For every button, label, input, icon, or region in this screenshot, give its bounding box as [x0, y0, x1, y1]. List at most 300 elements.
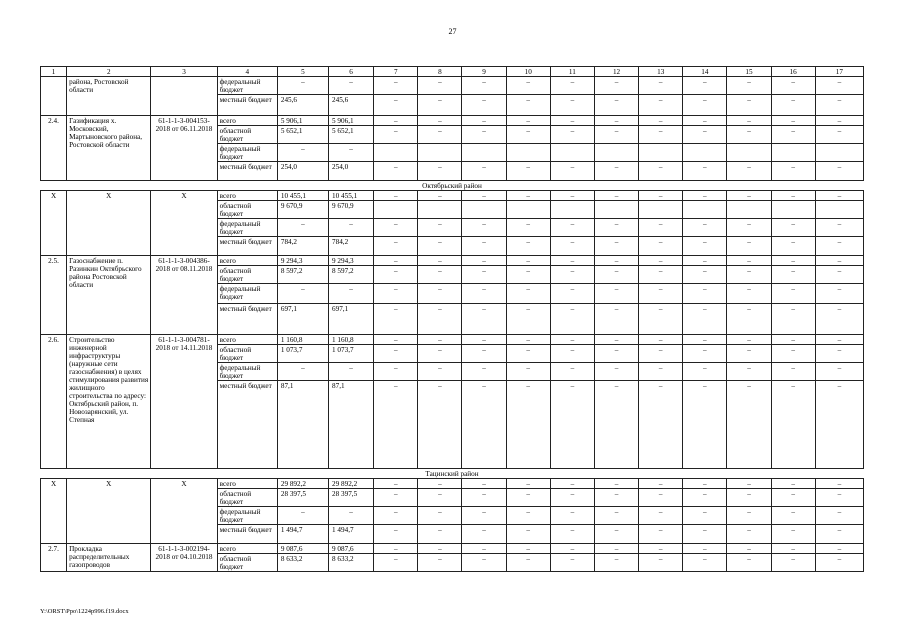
dash-cell: –: [506, 237, 550, 256]
dash-cell: –: [462, 95, 506, 116]
dash-cell: –: [374, 479, 418, 489]
dash-cell: –: [550, 479, 594, 489]
dash-cell: –: [329, 219, 374, 237]
dash-cell: –: [462, 554, 506, 572]
dash-cell: –: [418, 479, 462, 489]
dash-cell: –: [683, 363, 727, 381]
dash-cell: –: [277, 507, 328, 525]
dash-cell: –: [639, 237, 683, 256]
dash-cell: –: [594, 95, 638, 116]
dash-cell: –: [639, 507, 683, 525]
amount-cell: 10 455,1: [329, 191, 374, 201]
dash-cell: –: [374, 544, 418, 554]
amount-cell: 1 494,7: [329, 525, 374, 544]
dash-cell: –: [639, 554, 683, 572]
dash-cell: –: [418, 525, 462, 544]
column-header: 7: [374, 67, 418, 77]
dash-cell: –: [374, 237, 418, 256]
dash-cell: –: [506, 256, 550, 266]
dash-cell: –: [771, 191, 815, 201]
dash-cell: –: [639, 525, 683, 544]
object-name: Газификация х. Московский, Мартыновского района, Ростовской области: [67, 116, 151, 181]
header-row: [41, 67, 864, 77]
district-total-row: [41, 479, 864, 489]
dash-cell: –: [506, 266, 550, 284]
object-code: 61-1-1-3-004781-2018 от 14.11.2018: [151, 335, 217, 469]
dash-cell: –: [418, 77, 462, 95]
dash-cell: –: [550, 363, 594, 381]
dash-cell: –: [639, 335, 683, 345]
dash-cell: –: [418, 95, 462, 116]
object-code: 61-1-1-3-004386-2018 от 08.11.2018: [151, 256, 217, 335]
dash-cell: –: [462, 266, 506, 284]
dash-cell: –: [550, 525, 594, 544]
amount-cell: 254,0: [329, 162, 374, 181]
dash-cell: –: [683, 507, 727, 525]
dash-cell: –: [329, 284, 374, 304]
source-label: федеральный бюджет: [217, 144, 277, 162]
dash-cell: –: [506, 77, 550, 95]
dash-cell: –: [727, 507, 771, 525]
dash-cell: –: [418, 507, 462, 525]
dash-cell: –: [683, 479, 727, 489]
dash-cell: –: [418, 345, 462, 363]
budget-table: [40, 66, 864, 572]
row-number: 2.7.: [41, 544, 67, 572]
dash-cell: –: [506, 554, 550, 572]
empty-cell: [594, 201, 638, 219]
dash-cell: –: [771, 116, 815, 126]
dash-cell: –: [727, 363, 771, 381]
dash-cell: –: [815, 77, 863, 95]
dash-cell: –: [594, 381, 638, 469]
dash-cell: –: [683, 381, 727, 469]
dash-cell: –: [683, 116, 727, 126]
project-row: [41, 335, 864, 345]
dash-cell: –: [771, 489, 815, 507]
source-label: всего: [217, 335, 277, 345]
amount-cell: 5 652,1: [277, 126, 328, 144]
dash-cell: –: [374, 266, 418, 284]
dash-cell: –: [374, 77, 418, 95]
dash-cell: –: [462, 284, 506, 304]
dash-cell: –: [374, 219, 418, 237]
row-number: 2.6.: [41, 335, 67, 469]
source-label: областной бюджет: [217, 266, 277, 284]
dash-cell: –: [550, 507, 594, 525]
empty-cell: [727, 144, 771, 162]
dash-cell: –: [418, 554, 462, 572]
dash-cell: –: [374, 162, 418, 181]
amount-cell: 245,6: [329, 95, 374, 116]
dash-cell: –: [418, 191, 462, 201]
column-header: 12: [594, 67, 638, 77]
dash-cell: –: [771, 381, 815, 469]
dash-cell: –: [815, 381, 863, 469]
dash-cell: –: [462, 525, 506, 544]
source-label: всего: [217, 479, 277, 489]
dash-cell: –: [815, 335, 863, 345]
dash-cell: –: [506, 219, 550, 237]
dash-cell: –: [550, 266, 594, 284]
dash-cell: –: [374, 284, 418, 304]
dash-cell: –: [418, 381, 462, 469]
amount-cell: 29 892,2: [277, 479, 328, 489]
dash-cell: –: [771, 284, 815, 304]
dash-cell: –: [550, 489, 594, 507]
dash-cell: –: [683, 95, 727, 116]
empty-cell: [506, 201, 550, 219]
dash-cell: –: [639, 345, 683, 363]
dash-cell: –: [727, 256, 771, 266]
dash-cell: –: [506, 345, 550, 363]
object-code: 61-1-1-3-004153-2018 от 06.11.2018: [151, 116, 217, 181]
dash-cell: –: [418, 544, 462, 554]
dash-cell: –: [815, 256, 863, 266]
dash-cell: –: [418, 237, 462, 256]
dash-cell: –: [594, 507, 638, 525]
source-label: всего: [217, 191, 277, 201]
dash-cell: –: [771, 554, 815, 572]
dash-cell: –: [329, 77, 374, 95]
dash-cell: –: [683, 554, 727, 572]
amount-cell: 9 670,9: [329, 201, 374, 219]
project-row: [41, 116, 864, 126]
section-row: [41, 469, 864, 479]
column-header: 17: [815, 67, 863, 77]
empty-cell: [506, 144, 550, 162]
dash-cell: –: [683, 77, 727, 95]
empty-cell: [639, 144, 683, 162]
dash-cell: –: [374, 126, 418, 144]
dash-cell: –: [374, 116, 418, 126]
dash-cell: –: [594, 126, 638, 144]
dash-cell: –: [374, 489, 418, 507]
dash-cell: –: [374, 335, 418, 345]
column-header: 6: [329, 67, 374, 77]
dash-cell: –: [639, 363, 683, 381]
dash-cell: –: [771, 256, 815, 266]
source-label: федеральный бюджет: [217, 284, 277, 304]
dash-cell: –: [594, 116, 638, 126]
dash-cell: –: [462, 191, 506, 201]
dash-cell: –: [639, 162, 683, 181]
amount-cell: 8 633,2: [329, 554, 374, 572]
amount-cell: 254,0: [277, 162, 328, 181]
dash-cell: –: [639, 191, 683, 201]
district-total-row: [41, 191, 864, 201]
dash-cell: –: [727, 266, 771, 284]
source-label: местный бюджет: [217, 304, 277, 335]
dash-cell: –: [815, 116, 863, 126]
dash-cell: –: [639, 489, 683, 507]
dash-cell: –: [815, 126, 863, 144]
amount-cell: 9 670,9: [277, 201, 328, 219]
dash-cell: –: [506, 191, 550, 201]
column-header: 2: [67, 67, 151, 77]
dash-cell: –: [771, 162, 815, 181]
dash-cell: –: [418, 219, 462, 237]
empty-cell: [771, 144, 815, 162]
dash-cell: –: [771, 507, 815, 525]
amount-cell: 245,6: [277, 95, 328, 116]
dash-cell: –: [550, 116, 594, 126]
dash-cell: –: [550, 237, 594, 256]
amount-cell: 8 597,2: [329, 266, 374, 284]
dash-cell: –: [550, 256, 594, 266]
dash-cell: –: [374, 381, 418, 469]
source-label: местный бюджет: [217, 525, 277, 544]
dash-cell: –: [374, 95, 418, 116]
dash-cell: –: [374, 256, 418, 266]
dash-cell: –: [639, 77, 683, 95]
dash-cell: –: [727, 489, 771, 507]
dash-cell: –: [594, 219, 638, 237]
dash-cell: –: [277, 219, 328, 237]
dash-cell: –: [506, 95, 550, 116]
dash-cell: –: [506, 544, 550, 554]
dash-cell: –: [506, 489, 550, 507]
dash-cell: –: [277, 284, 328, 304]
dash-cell: –: [771, 525, 815, 544]
dash-cell: –: [815, 345, 863, 363]
row-number: [41, 77, 67, 116]
dash-cell: –: [815, 304, 863, 335]
dash-cell: –: [594, 479, 638, 489]
dash-cell: –: [639, 126, 683, 144]
empty-cell: [462, 144, 506, 162]
x-mark: X: [151, 479, 217, 544]
dash-cell: –: [771, 479, 815, 489]
column-header: 5: [277, 67, 328, 77]
source-label: областной бюджет: [217, 126, 277, 144]
dash-cell: –: [683, 266, 727, 284]
dash-cell: –: [639, 266, 683, 284]
amount-cell: 784,2: [277, 237, 328, 256]
dash-cell: –: [506, 116, 550, 126]
dash-cell: –: [329, 507, 374, 525]
dash-cell: –: [727, 335, 771, 345]
column-header: 11: [550, 67, 594, 77]
dash-cell: –: [639, 219, 683, 237]
dash-cell: –: [815, 525, 863, 544]
dash-cell: –: [815, 554, 863, 572]
dash-cell: –: [594, 489, 638, 507]
dash-cell: –: [550, 284, 594, 304]
dash-cell: –: [418, 266, 462, 284]
dash-cell: –: [418, 116, 462, 126]
amount-cell: 697,1: [329, 304, 374, 335]
x-mark: X: [151, 191, 217, 256]
dash-cell: –: [550, 126, 594, 144]
column-header: 4: [217, 67, 277, 77]
amount-cell: 9 087,6: [277, 544, 328, 554]
dash-cell: –: [594, 363, 638, 381]
empty-cell: [374, 144, 418, 162]
dash-cell: –: [727, 345, 771, 363]
dash-cell: –: [329, 363, 374, 381]
dash-cell: –: [418, 489, 462, 507]
dash-cell: –: [771, 266, 815, 284]
dash-cell: –: [462, 237, 506, 256]
dash-cell: –: [639, 116, 683, 126]
dash-cell: –: [550, 554, 594, 572]
dash-cell: –: [277, 77, 328, 95]
section-row: [41, 181, 864, 191]
dash-cell: –: [462, 381, 506, 469]
dash-cell: –: [506, 126, 550, 144]
dash-cell: –: [771, 95, 815, 116]
dash-cell: –: [727, 162, 771, 181]
dash-cell: –: [462, 507, 506, 525]
dash-cell: –: [550, 304, 594, 335]
column-header: 3: [151, 67, 217, 77]
amount-cell: 8 597,2: [277, 266, 328, 284]
dash-cell: –: [462, 126, 506, 144]
dash-cell: –: [374, 525, 418, 544]
amount-cell: 1 073,7: [329, 345, 374, 363]
amount-cell: 10 455,1: [277, 191, 328, 201]
dash-cell: –: [462, 544, 506, 554]
amount-cell: 8 633,2: [277, 554, 328, 572]
x-mark: X: [41, 191, 67, 256]
dash-cell: –: [683, 256, 727, 266]
empty-cell: [418, 144, 462, 162]
dash-cell: –: [815, 363, 863, 381]
amount-cell: 1 160,8: [277, 335, 328, 345]
dash-cell: –: [418, 335, 462, 345]
dash-cell: –: [815, 544, 863, 554]
column-header: 1: [41, 67, 67, 77]
column-header: 15: [727, 67, 771, 77]
dash-cell: –: [594, 284, 638, 304]
source-label: областной бюджет: [217, 201, 277, 219]
object-code: 61-1-1-3-002194-2018 от 04.10.2018: [151, 544, 217, 572]
dash-cell: –: [639, 95, 683, 116]
dash-cell: –: [550, 381, 594, 469]
dash-cell: –: [462, 256, 506, 266]
empty-cell: [815, 201, 863, 219]
dash-cell: –: [727, 95, 771, 116]
dash-cell: –: [815, 266, 863, 284]
dash-cell: –: [683, 345, 727, 363]
dash-cell: –: [374, 554, 418, 572]
amount-cell: 1 494,7: [277, 525, 328, 544]
dash-cell: –: [550, 345, 594, 363]
dash-cell: –: [815, 284, 863, 304]
dash-cell: –: [815, 237, 863, 256]
dash-cell: –: [771, 219, 815, 237]
project-row: [41, 544, 864, 554]
empty-cell: [462, 201, 506, 219]
dash-cell: –: [462, 219, 506, 237]
amount-cell: 5 652,1: [329, 126, 374, 144]
source-label: областной бюджет: [217, 345, 277, 363]
source-label: областной бюджет: [217, 489, 277, 507]
table-row: [41, 77, 864, 95]
dash-cell: –: [506, 284, 550, 304]
source-label: местный бюджет: [217, 95, 277, 116]
amount-cell: 9 294,3: [329, 256, 374, 266]
dash-cell: –: [683, 304, 727, 335]
dash-cell: –: [639, 256, 683, 266]
dash-cell: –: [462, 116, 506, 126]
dash-cell: –: [462, 479, 506, 489]
source-label: всего: [217, 544, 277, 554]
project-row: [41, 256, 864, 266]
dash-cell: –: [639, 284, 683, 304]
dash-cell: –: [462, 363, 506, 381]
dash-cell: –: [639, 544, 683, 554]
dash-cell: –: [639, 304, 683, 335]
empty-cell: [639, 201, 683, 219]
page-number: 27: [448, 27, 457, 36]
amount-cell: 9 294,3: [277, 256, 328, 266]
empty-cell: [683, 201, 727, 219]
dash-cell: –: [727, 126, 771, 144]
dash-cell: –: [727, 381, 771, 469]
district-heading: Тацинский район: [41, 469, 864, 479]
dash-cell: –: [506, 363, 550, 381]
empty-cell: [594, 144, 638, 162]
amount-cell: 784,2: [329, 237, 374, 256]
dash-cell: –: [683, 525, 727, 544]
dash-cell: –: [594, 304, 638, 335]
dash-cell: –: [815, 489, 863, 507]
empty-cell: [815, 144, 863, 162]
dash-cell: –: [683, 219, 727, 237]
dash-cell: –: [727, 304, 771, 335]
source-label: федеральный бюджет: [217, 77, 277, 95]
dash-cell: –: [462, 77, 506, 95]
x-mark: X: [41, 479, 67, 544]
dash-cell: –: [683, 284, 727, 304]
dash-cell: –: [727, 479, 771, 489]
dash-cell: –: [462, 162, 506, 181]
dash-cell: –: [418, 304, 462, 335]
dash-cell: –: [771, 126, 815, 144]
dash-cell: –: [727, 554, 771, 572]
dash-cell: –: [771, 363, 815, 381]
dash-cell: –: [683, 162, 727, 181]
dash-cell: –: [683, 335, 727, 345]
dash-cell: –: [462, 335, 506, 345]
dash-cell: –: [277, 363, 328, 381]
dash-cell: –: [594, 554, 638, 572]
dash-cell: –: [594, 162, 638, 181]
dash-cell: –: [550, 335, 594, 345]
amount-cell: 28 397,5: [329, 489, 374, 507]
dash-cell: –: [771, 304, 815, 335]
amount-cell: 28 397,5: [277, 489, 328, 507]
source-label: всего: [217, 256, 277, 266]
object-name: Прокладка распределительных газопроводов: [67, 544, 151, 572]
dash-cell: –: [506, 381, 550, 469]
dash-cell: –: [815, 95, 863, 116]
empty-cell: [550, 201, 594, 219]
source-label: местный бюджет: [217, 381, 277, 469]
dash-cell: –: [550, 544, 594, 554]
dash-cell: –: [550, 95, 594, 116]
dash-cell: –: [550, 219, 594, 237]
dash-cell: –: [815, 479, 863, 489]
dash-cell: –: [277, 144, 328, 162]
dash-cell: –: [418, 256, 462, 266]
dash-cell: –: [594, 191, 638, 201]
dash-cell: –: [374, 191, 418, 201]
dash-cell: –: [506, 304, 550, 335]
dash-cell: –: [683, 489, 727, 507]
